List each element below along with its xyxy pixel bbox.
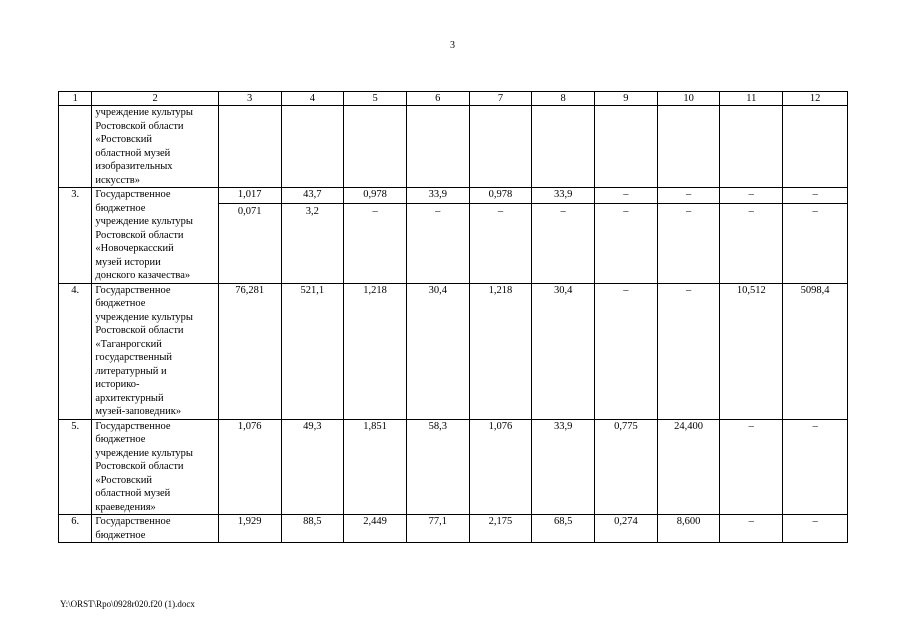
cell-value: –: [720, 203, 782, 219]
value-cell: [657, 188, 720, 284]
value-cell: [281, 515, 344, 543]
name-line: архитектурный: [95, 392, 164, 404]
value-cell: [657, 106, 720, 188]
value-cell: [218, 515, 281, 543]
institution-name: [92, 188, 218, 284]
cell-value: 30,4: [553, 284, 573, 296]
institution-name: [92, 515, 218, 543]
column-header: 6: [406, 92, 469, 106]
value-cell: [783, 283, 848, 419]
value-cell: [344, 419, 407, 515]
cell-value: –: [748, 189, 754, 200]
value-cell: [469, 283, 532, 419]
table-row: [59, 188, 848, 284]
value-cell: [218, 106, 281, 188]
value-cell: [657, 419, 720, 515]
value-cell: [720, 283, 783, 419]
column-header: 7: [469, 92, 532, 106]
cell-value: –: [685, 284, 692, 296]
cell-value: 3,2: [282, 203, 344, 219]
row-number: [59, 106, 92, 188]
cell-value: 88,5: [303, 516, 322, 527]
name-line: учреждение культуры: [95, 216, 193, 227]
name-line: Ростовской области: [95, 325, 184, 336]
value-cell: [595, 106, 658, 188]
name-line: «Новочеркасский: [95, 243, 174, 254]
name-line: Государственное: [95, 284, 171, 296]
cell-value: 1,218: [488, 284, 513, 296]
cell-value: 0,775: [614, 420, 638, 432]
name-line: государственный: [95, 352, 173, 363]
column-header: 4: [281, 92, 344, 106]
value-cell: [783, 188, 848, 284]
name-line: краеведения»: [95, 501, 156, 513]
value-cell: [281, 419, 344, 515]
name-line: Ростовской области: [95, 120, 184, 132]
row-number: 6.: [59, 515, 92, 543]
cell-value: –: [685, 189, 692, 200]
cell-value: –: [812, 516, 818, 527]
value-cell: [595, 419, 658, 515]
name-line: историко-: [95, 379, 140, 390]
value-cell: [218, 419, 281, 515]
value-cell: [783, 106, 848, 188]
name-line: Государственное: [95, 189, 171, 200]
cell-value: 0,978: [488, 189, 513, 200]
name-line: областной музей: [95, 488, 171, 499]
cell-value: 1,017: [237, 189, 262, 200]
cell-value: 8,600: [676, 516, 701, 527]
data-table: [58, 91, 848, 543]
cell-value: 1,218: [363, 284, 387, 296]
cell-value: 33,9: [428, 189, 447, 200]
column-header: 8: [532, 92, 595, 106]
cell-value: –: [748, 420, 754, 432]
cell-value: –: [470, 203, 532, 219]
cell-value: 24,400: [674, 420, 704, 432]
name-line: учреждение культуры: [95, 447, 193, 459]
name-line: Государственное: [95, 420, 171, 432]
cell-value: 10,512: [736, 284, 766, 296]
cell-value: 1,929: [237, 516, 262, 527]
column-header: 3: [218, 92, 281, 106]
value-cell: [595, 188, 658, 284]
cell-value: 33,9: [553, 420, 573, 432]
name-line: донского казачества»: [95, 270, 191, 281]
value-cell: [281, 283, 344, 419]
value-cell: [720, 419, 783, 515]
name-line: Ростовской области: [95, 461, 184, 472]
value-cell: [281, 188, 344, 284]
name-line: бюджетное: [95, 434, 146, 445]
table-row: [59, 419, 848, 515]
name-line: «Ростовский: [95, 134, 152, 145]
value-cell: [344, 515, 407, 543]
page-number: 3: [450, 40, 455, 51]
name-line: бюджетное: [95, 202, 146, 214]
value-cell: [532, 419, 595, 515]
column-header: 2: [92, 92, 218, 106]
name-line: «Ростовский: [95, 474, 152, 486]
cell-value: –: [623, 189, 629, 200]
cell-value: 43,7: [303, 189, 322, 200]
value-cell: [218, 188, 281, 284]
cell-value: –: [783, 203, 847, 219]
cell-value: –: [812, 189, 818, 200]
column-header: 12: [783, 92, 848, 106]
cell-value: 521,1: [300, 284, 325, 296]
cell-value: 68,5: [553, 516, 573, 527]
row-number: 5.: [59, 419, 92, 515]
cell-value: –: [812, 420, 818, 432]
value-cell: [595, 515, 658, 543]
cell-value: –: [407, 203, 469, 219]
cell-value: –: [658, 203, 720, 219]
cell-value: 33,9: [553, 189, 573, 200]
name-line: учреждение культуры: [95, 311, 193, 323]
cell-value: –: [595, 203, 657, 219]
value-cell: [218, 283, 281, 419]
value-cell: [469, 188, 532, 284]
institution-name: [92, 106, 218, 188]
value-cell: [783, 515, 848, 543]
cell-value: 0,978: [363, 189, 387, 200]
cell-value: 30,4: [428, 284, 447, 296]
value-cell: [344, 106, 407, 188]
value-cell: [532, 515, 595, 543]
name-line: «Таганрогский: [95, 338, 162, 350]
column-header: 9: [595, 92, 658, 106]
value-cell: [281, 106, 344, 188]
table-row: [59, 515, 848, 543]
row-number: 3.: [59, 188, 92, 284]
column-header: 5: [344, 92, 407, 106]
value-cell: [406, 106, 469, 188]
column-header: 10: [657, 92, 720, 106]
cell-value: 76,281: [235, 284, 265, 296]
value-cell: [406, 515, 469, 543]
name-line: Государственное: [95, 516, 171, 527]
value-cell: [406, 419, 469, 515]
cell-value: 49,3: [303, 420, 322, 432]
name-line: музей-заповедник»: [95, 406, 182, 417]
value-cell: [469, 419, 532, 515]
cell-value: 58,3: [428, 420, 447, 432]
cell-value: 5098,4: [800, 284, 830, 296]
cell-value: 1,851: [363, 420, 387, 432]
institution-name: [92, 419, 218, 515]
value-cell: [469, 106, 532, 188]
name-line: бюджетное: [95, 298, 146, 309]
value-cell: [532, 106, 595, 188]
value-cell: [783, 419, 848, 515]
value-cell: [344, 283, 407, 419]
value-cell: [657, 283, 720, 419]
column-header: 11: [720, 92, 783, 106]
column-header: 1: [59, 92, 92, 106]
name-line: Ростовской области: [95, 229, 184, 241]
cell-value: 0,274: [614, 516, 638, 527]
name-line: музей истории: [95, 256, 161, 268]
cell-value: –: [532, 203, 594, 219]
cell-value: 1,076: [488, 420, 513, 432]
header-row: [59, 92, 848, 106]
value-cell: [532, 188, 595, 284]
cell-value: 77,1: [428, 516, 447, 527]
value-cell: [657, 515, 720, 543]
value-cell: [406, 188, 469, 284]
name-line: литературный и: [95, 365, 167, 377]
name-line: учреждение культуры: [95, 107, 193, 118]
table-row: [59, 106, 848, 188]
value-cell: [595, 283, 658, 419]
row-number: 4.: [59, 283, 92, 419]
table-row: [59, 283, 848, 419]
cell-value: –: [623, 284, 629, 296]
value-cell: [720, 188, 783, 284]
name-line: изобразительных: [95, 161, 173, 172]
cell-value: 2,449: [363, 516, 387, 527]
cell-value: 0,071: [219, 203, 281, 219]
value-cell: [720, 515, 783, 543]
name-line: бюджетное: [95, 529, 146, 541]
value-cell: [469, 515, 532, 543]
institution-name: [92, 283, 218, 419]
value-cell: [720, 106, 783, 188]
name-line: искусств»: [95, 174, 140, 186]
footer-file-path: Y:\ORST\Rpo\0928r020.f20 (1).docx: [60, 599, 195, 609]
value-cell: [344, 188, 407, 284]
value-cell: [406, 283, 469, 419]
cell-value: 2,175: [488, 516, 513, 527]
cell-value: –: [748, 516, 754, 527]
name-line: областной музей: [95, 147, 171, 159]
cell-value: –: [344, 203, 406, 219]
cell-value: 1,076: [237, 420, 262, 432]
value-cell: [532, 283, 595, 419]
